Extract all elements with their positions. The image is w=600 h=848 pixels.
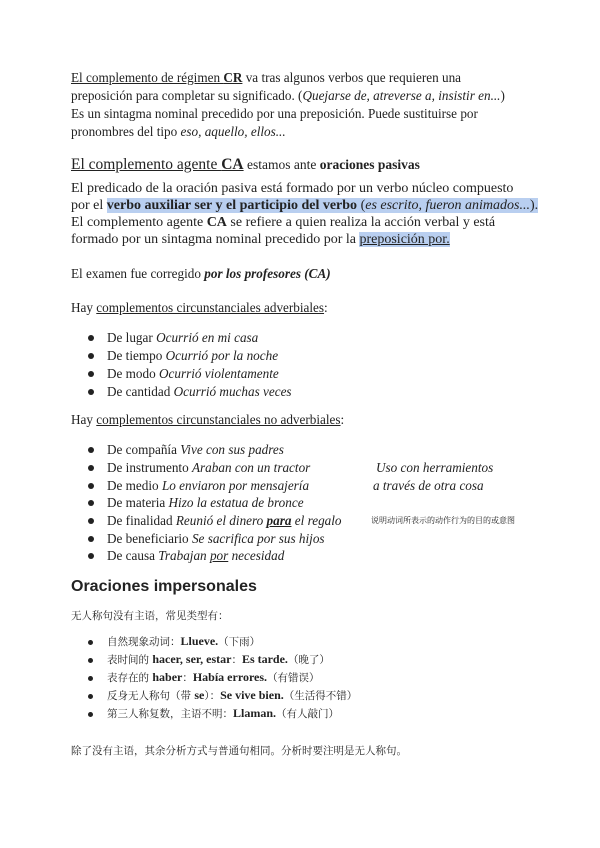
cc-adv-intro (71, 299, 328, 317)
item-zh: 自然现象动词： (107, 636, 181, 648)
impersonal-item (107, 652, 330, 667)
list-item (107, 530, 325, 548)
item-zh: 表时间的 (107, 654, 153, 666)
item-example: Ocurrió por la noche (165, 348, 279, 363)
bullet (88, 676, 93, 681)
ca-line-1 (71, 180, 513, 198)
item-zh: （下雨） (218, 636, 261, 648)
item-example: Vive con sus padres (180, 442, 284, 457)
cr-line-4 (71, 123, 286, 141)
bullet (88, 500, 94, 506)
cr-abbr: CR (223, 70, 243, 85)
impersonal-intro: 无人称句没有主语，常见类型有： (71, 610, 229, 622)
bullet (88, 553, 94, 559)
bullet (88, 658, 93, 663)
ca-text: El complemento agente (71, 215, 207, 230)
bullet (88, 518, 94, 524)
item-example-keyword: por (209, 548, 229, 563)
cr-line-3 (71, 105, 478, 123)
list-item (107, 329, 258, 347)
ca-text: por el (71, 198, 107, 213)
bullet (88, 483, 94, 489)
ca-highlight-bold: verbo auxiliar ser y el participio del verbo (106, 198, 358, 213)
item-label: De tiempo (107, 348, 166, 363)
item-label: De finalidad (107, 513, 176, 528)
item-label: De medio (107, 478, 162, 493)
impersonal-item (107, 634, 260, 649)
item-label: De compañía (107, 442, 181, 457)
bullet (88, 536, 94, 542)
item-zh: （有错误） (267, 672, 320, 684)
item-zh: 反身无人称句（带 (107, 690, 195, 702)
ca-text: ( (357, 198, 366, 213)
cr-term: El complemento de régimen (71, 70, 224, 85)
ca-line-2 (71, 197, 538, 215)
cr-examples: Quejarse de, atreverse a, insistir en... (302, 88, 501, 103)
item-es: Llaman. (233, 706, 277, 720)
side-note-instrumento: Uso con herramientos (376, 460, 494, 475)
ca-text: El predicado de la oración pasiva está formado por un verbo núcleo compuesto (71, 181, 514, 196)
item-es: Se vive bien. (220, 688, 284, 702)
cc-adv-term: complementos circunstanciales adverbiales (96, 300, 325, 315)
ca-heading-abbr: CA (221, 156, 244, 173)
impersonal-item (107, 670, 320, 685)
item-example: Ocurrió muchas veces (173, 384, 292, 399)
cr-line-1 (71, 69, 461, 87)
item-example: Hizo la estatua de bronce (168, 495, 304, 510)
item-es: Llueve. (180, 634, 219, 648)
bullet (88, 335, 94, 341)
item-example: Araban con un tractor (191, 460, 311, 475)
bullet (88, 371, 94, 377)
item-label: De modo (107, 366, 160, 381)
list-item (107, 547, 284, 565)
item-label: De instrumento (107, 460, 192, 475)
item-zh: （生活得不错） (283, 690, 358, 702)
item-example: necesidad (228, 548, 285, 563)
item-example: Trabajan (158, 548, 210, 563)
item-zh: 第三人称复数，主语不明： (107, 708, 233, 720)
item-es: se (194, 688, 205, 702)
item-label: De lugar (107, 330, 157, 345)
ca-example-text: El examen fue corregido (71, 266, 205, 281)
list-item (107, 347, 278, 365)
ca-abbr: CA (206, 215, 227, 230)
side-note-medio: a través de otra cosa (373, 478, 484, 493)
item-example: Ocurrió violentamente (159, 366, 279, 381)
impersonal-heading: Oraciones impersonales (71, 578, 257, 595)
ca-text: se refiere a quien realiza la acción verbal y está (226, 215, 496, 230)
list-item (107, 383, 292, 401)
item-es: hacer, ser, estar (152, 652, 232, 666)
item-es: Es tarde. (241, 652, 288, 666)
cr-text: Es un sintagma nominal precedido por una preposición. Puede sustituirse por (71, 106, 478, 121)
item-zh: ： (231, 654, 242, 666)
item-example: el regalo (291, 513, 342, 528)
bullet (88, 694, 93, 699)
bullet (88, 712, 93, 717)
ca-heading-text: estamos ante (243, 157, 320, 172)
item-example: Ocurrió en mi casa (156, 330, 259, 345)
ca-heading-bold: oraciones pasivas (319, 157, 420, 172)
item-example-keyword: para (266, 513, 292, 528)
list-item (107, 441, 284, 459)
cc-noadv-text: : (340, 412, 345, 427)
list-item (107, 477, 309, 495)
cr-text: va tras algunos verbos que requieren una (242, 70, 462, 85)
bullet (88, 465, 94, 471)
ca-heading-term: El complemento agente (71, 156, 222, 173)
cr-line-2 (71, 87, 505, 105)
item-zh: 表存在的 (107, 672, 153, 684)
impersonal-item (107, 706, 339, 721)
ca-text: formado por un sintagma nominal precedido por la (71, 232, 360, 247)
finalidad-note: 说明动词所表示的动作行为的目的或意图 (371, 516, 515, 525)
cr-text: pronombres del tipo (71, 124, 181, 139)
list-item (107, 494, 304, 512)
item-label: De materia (107, 495, 169, 510)
ca-heading (71, 155, 420, 175)
bullet (88, 447, 94, 453)
list-item (107, 459, 310, 477)
impersonal-closing: 除了没有主语，其余分析方式与普通句相同。分析时要注明是无人称句。 (71, 745, 407, 757)
cc-adv-text: : (324, 300, 328, 315)
item-example: Se sacrifica por sus hijos (191, 531, 325, 546)
item-es: haber (152, 670, 183, 684)
ca-line-4 (71, 231, 450, 249)
item-example: Reunió el dinero (175, 513, 267, 528)
cc-noadv-term: complementos circunstanciales no adverbiales (96, 412, 341, 427)
bullet (88, 353, 94, 359)
cc-noadv-text: Hay (71, 412, 97, 427)
list-item (107, 512, 342, 530)
item-label: De causa (107, 548, 159, 563)
list-item (107, 365, 279, 383)
ca-preposition-por: preposición por. (359, 232, 450, 247)
cc-adv-text: Hay (71, 300, 97, 315)
ca-text: ). (529, 198, 539, 213)
ca-line-3 (71, 214, 495, 232)
bullet (88, 640, 93, 645)
cr-text: preposición para completar su significado. ( (71, 88, 303, 103)
cr-pronouns: eso, aquello, ellos... (180, 124, 286, 139)
ca-examples: es escrito, fueron animados... (365, 198, 530, 213)
ca-example (71, 265, 331, 283)
bullet (88, 389, 94, 395)
cr-text: ) (500, 88, 505, 103)
item-example: Lo enviaron por mensajería (161, 478, 310, 493)
item-label: De beneficiario (107, 531, 192, 546)
item-zh: ： (182, 672, 193, 684)
item-es: Había errores. (192, 670, 268, 684)
item-zh: （晚了） (287, 654, 330, 666)
ca-example-agent: por los profesores (CA) (204, 266, 331, 281)
impersonal-item (107, 688, 357, 703)
cc-noadv-intro (71, 411, 344, 429)
item-zh: （有人敲门） (276, 708, 340, 720)
item-zh: ）： (204, 690, 221, 702)
item-label: De cantidad (107, 384, 174, 399)
